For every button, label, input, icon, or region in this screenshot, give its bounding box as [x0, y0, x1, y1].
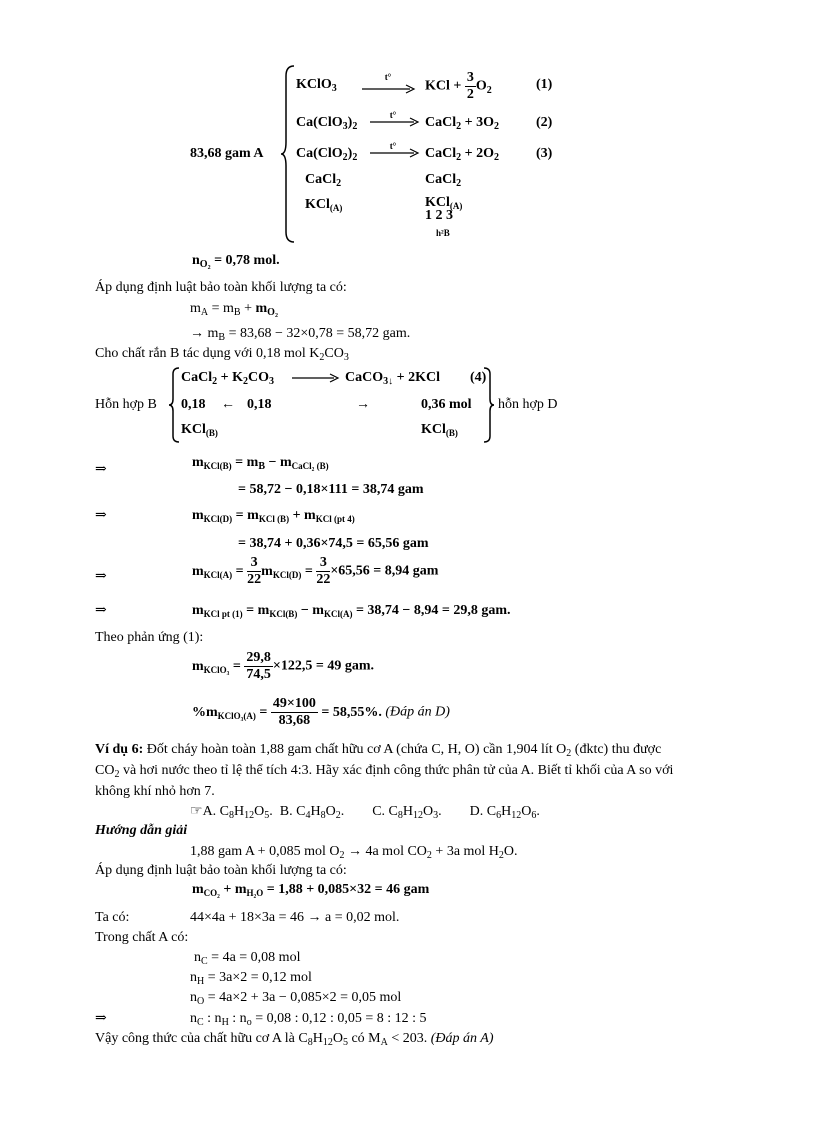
mass-sum-equation: $m_{CO_2} + m_{H_2O} = 1,88 + 0,085\times 32 = 46$ gam [192, 882, 430, 898]
conclusion-line: Vậy công thức của chất hữu cơ A là $C_8H_{12}O_5$ có $M_A < 203$. (Đáp án A) [95, 1031, 494, 1048]
text-ta-co: Ta có: [95, 910, 130, 925]
reaction-tag-3: (3) [536, 146, 553, 161]
dap-an-a: (Đáp án A) [430, 1031, 494, 1046]
result-kclo3: $m_{KClO_3}$ = $\frac{29,8}{74,5}$ ×122,5 = 49 gam. [192, 650, 374, 683]
reactant-cacl2: CaCl$_2$ [305, 172, 342, 189]
arrow-icon [370, 148, 420, 158]
vi-du-6-line3: không khí nhỏ hơn 7. [95, 784, 215, 799]
arrow-heat-1: t° [384, 72, 392, 82]
product-kcl-o2: KCl + $\frac{3}{2}$ $O_2$ [425, 70, 492, 103]
deriv-4: $m_{KCl pt (1)} = m_{KCl(B)} - m_{KCl(A)} = 38,74 - 8,94 = 29,8$ gam. [192, 603, 511, 619]
vi-du-6-line1: Ví dụ 6: Đốt cháy hoàn toàn 1,88 gam chất hữu cơ A (chứa C, H, O) cần 1,904 lít $O_2$ (đktc) thu được [95, 742, 662, 759]
n-c-line: $n_C = 4a = 0,08$ mol [194, 950, 301, 967]
text-trong-a: Trong chất A có: [95, 930, 189, 945]
ma-equation: $m_A = m_B + m_{O_2}$ [190, 301, 278, 318]
n-o-line: $n_O = 4a\times 2 + 3a - 0,085\times 2 = 0,05$ mol [190, 990, 402, 1007]
b-row3-right: KCl$_{(B)}$ [421, 422, 458, 438]
deriv-1-line2: = 58,72 − 0,18×111 = 38,74 gam [238, 482, 424, 497]
reactant-ca-clo2-2: $Ca(ClO_2)_2$ [296, 146, 358, 163]
arrow-heat-2: t° [389, 110, 397, 120]
ratio-line: $n_C$ : $n_H$ : $n_o = 0,08$ : 0,12 : 0,05 = 8 : 12 : 5 [190, 1011, 427, 1028]
b-row1-left: CaCl$_2$ + $K_2CO_3$ [181, 370, 274, 387]
implies-3: ⇒ [95, 569, 107, 584]
option-b[interactable]: B. $C_4H_8O_2$. [279, 804, 345, 821]
reaction-tag-2: (2) [536, 115, 553, 130]
product-cacl2-3o2: CaCl$_2$ + $3O_2$ [425, 115, 499, 132]
underbrace-label: 1 2 3 [425, 208, 453, 223]
left-brace-system-1 [280, 64, 296, 244]
arrow-icon [362, 84, 416, 94]
deriv-1: $m_{KCl(B)} = m_B - m_{CaCl_2 (B)}$ [192, 455, 329, 472]
right-brace-system-2 [483, 366, 495, 444]
b-row2-arrow-left: ← [221, 397, 235, 412]
product-cacl2: CaCl$_2$ [425, 172, 462, 189]
ta-co-equation: 44×4a + 18×3a = 46 → a = 0,02 mol. [190, 910, 400, 925]
reactant-kclo3: KClO$_3$ [296, 77, 337, 94]
implies-4: ⇒ [95, 603, 107, 618]
implies-2: ⇒ [95, 508, 107, 523]
n-h-line: $n_H = 3a\times 2 = 0,12$ mol [190, 970, 312, 987]
reactant-kcl-a: KCl$_{(A)}$ [305, 197, 343, 213]
b-row2-mid: 0,18 [247, 397, 272, 412]
implies-1: ⇒ [95, 462, 107, 477]
answer-options [190, 805, 540, 819]
dap-an-d: (Đáp án D) [385, 704, 450, 720]
product-cacl2-2o2: CaCl$_2$ + $2O_2$ [425, 146, 499, 163]
vi-du-6-line2: $CO_2$ và hơi nước theo tỉ lệ thể tích 4:3. Hãy xác định công thức phân tử của A. Biết tỉ khối của A so với [95, 763, 674, 780]
pointer-hand-icon: ☞ [190, 804, 203, 819]
mass-label: 83,68 gam A [190, 146, 264, 161]
b-row3-left: KCl$_{(B)}$ [181, 422, 218, 438]
option-c[interactable]: C. $C_8H_{12}O_3$. [372, 804, 442, 821]
arrow-icon [370, 117, 420, 127]
reaction-tag-1: (1) [536, 77, 553, 92]
text-cho-chat: Cho chất rắn B tác dụng với 0,18 mol $K_2CO_3$ [95, 346, 349, 363]
deriv-3: $m_{KCl(A)}$ = $\frac{3}{22}$ $m_{KCl(D)}$ = $\frac{3}{22}$ ×65,56 = 8,94 gam [192, 555, 439, 588]
result-percent: $\%m_{KClO_3(A)}$ = $\frac{49\times 100}{83,68}$ = 58,55%. (Đáp án D) [192, 696, 450, 729]
option-a[interactable]: A. $C_8H_{12}O_5$. [202, 804, 273, 821]
arrow-icon [292, 373, 340, 383]
combustion-equation: 1,88 gam A + 0,085 mol $O_2 \to 4a$ mol $CO_2 + 3a$ mol $H_2O$. [190, 844, 518, 861]
deriv-2: $m_{KCl(D)} = m_{KCl (B)} + m_{KCl (pt 4)}$ [192, 508, 355, 524]
b-row2-right: 0,36 mol [421, 397, 472, 412]
n-o2-line: $n_{O_2} = 0,78$ mol. [192, 253, 280, 270]
left-brace-system-2 [168, 366, 180, 444]
label-hon-hop-b: Hỗn hợp B [95, 397, 157, 412]
product-kcl-a: KCl$_{(A)}$ [425, 195, 463, 211]
mb-result: → $m_B = 83,68 - 32\times 0,78 = 58,72$ gam. [190, 326, 411, 343]
label-hon-hop-d: hỗn hợp D [498, 397, 558, 412]
text-bao-toan-1: Áp dụng định luật bảo toàn khối lượng ta có: [95, 280, 347, 295]
implies-5: ⇒ [95, 1011, 107, 1026]
heading-huong-dan: Hướng dẫn giải [95, 823, 188, 838]
reactant-ca-clo3-2: $Ca(ClO_3)_2$ [296, 115, 358, 132]
text-theo-pu: Theo phản ứng (1): [95, 630, 204, 645]
arrow-heat-3: t° [389, 141, 397, 151]
deriv-2-line2: = 38,74 + 0,36×74,5 = 65,56 gam [238, 536, 429, 551]
reaction-tag-4: (4) [470, 370, 487, 385]
b-row1-right: CaCO$_{3↓}$ + 2KCl [345, 370, 440, 387]
b-row2-arrow-right: → [356, 397, 370, 412]
text-bao-toan-2: Áp dụng định luật bảo toàn khối lượng ta có: [95, 863, 347, 878]
option-d[interactable]: D. $C_6H_{12}O_6$. [469, 804, 540, 821]
underbrace-sub: h²B [436, 228, 450, 238]
b-row2-left: 0,18 [181, 397, 206, 412]
